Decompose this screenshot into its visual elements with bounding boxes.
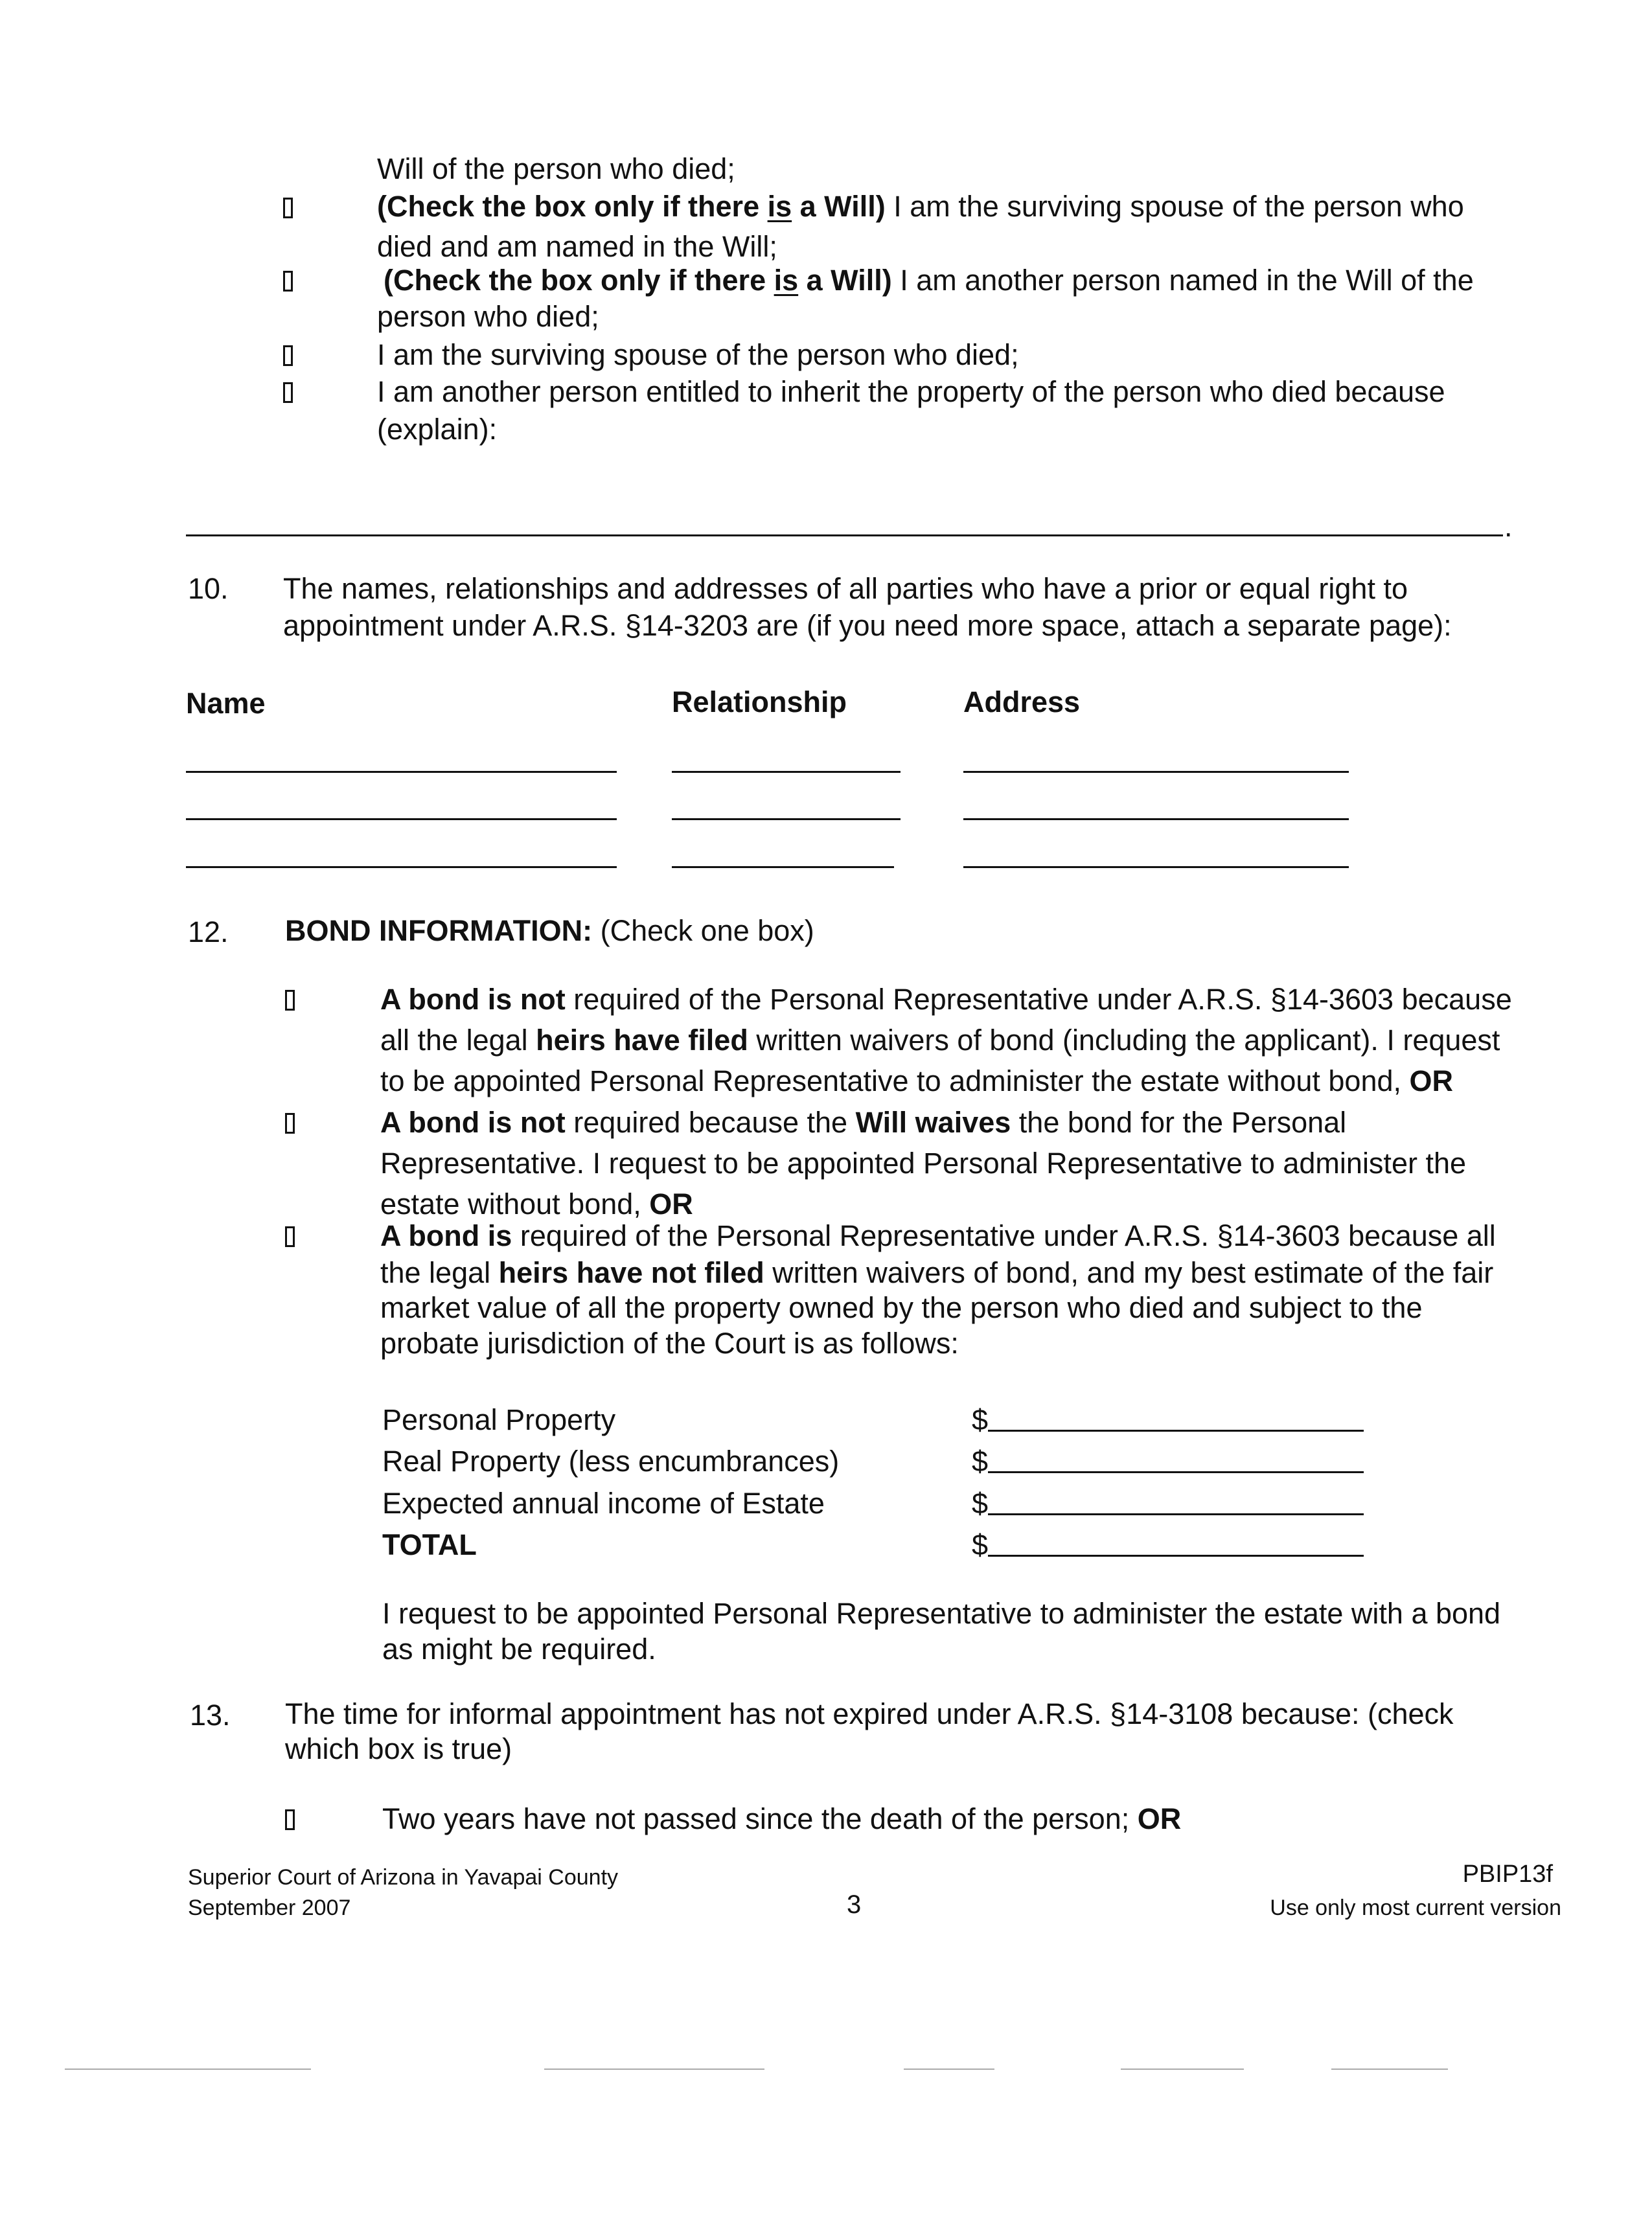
option-text: Two years have not passed since the death of the person;	[382, 1802, 1138, 1835]
dollar-sign: $	[972, 1487, 989, 1520]
option-other-named-in-will	[384, 260, 1474, 301]
or-label: OR	[649, 1187, 693, 1221]
section-10-line1: The names, relationships and addresses of all parties who have a prior or equal right to	[283, 572, 1408, 605]
scan-artifact-line	[904, 2069, 994, 2070]
party-2-address-field[interactable]	[963, 818, 1349, 820]
or-label: OR	[1137, 1802, 1182, 1835]
option-spouse-named-in-will-line2: died and am named in the Will;	[377, 230, 777, 263]
section-13-number: 13.	[190, 1699, 231, 1732]
party-3-relationship-field[interactable]	[672, 866, 894, 868]
bold-prefix: (Check the box only if there	[384, 264, 774, 297]
party-3-name-field[interactable]	[186, 866, 617, 868]
checkbox-surviving-spouse[interactable]	[283, 345, 293, 366]
bond-option-2-line2: Representative. I request to be appointed Personal Representative to administer the	[380, 1147, 1467, 1180]
explain-period: .	[1504, 510, 1513, 543]
real-property-label: Real Property (less encumbrances)	[382, 1445, 840, 1478]
option-text: written waivers of bond (including the applicant). I request	[748, 1024, 1500, 1057]
checkbox-two-years-not-passed[interactable]	[285, 1809, 295, 1830]
section-13-line2: which box is true)	[285, 1732, 512, 1765]
total-label: TOTAL	[382, 1528, 477, 1561]
option-text: required because the	[565, 1106, 856, 1139]
personal-property-field[interactable]	[988, 1430, 1364, 1432]
bold-suffix: a Will)	[792, 190, 886, 223]
version-note: Use only most current version	[1270, 1896, 1561, 1920]
option-text: the bond for the Personal	[1011, 1106, 1347, 1139]
heading-text: (Check one box)	[592, 914, 814, 947]
bond-option-3-line3: market value of all the property owned by the person who died and subject to the	[380, 1291, 1423, 1324]
option-other-heir: I am another person entitled to inherit the property of the person who died because	[377, 375, 1445, 408]
bond-option-3-line1	[380, 1216, 1496, 1256]
checkbox-bond-not-required-heirs-filed[interactable]	[285, 990, 295, 1011]
party-3-address-field[interactable]	[963, 866, 1349, 868]
bond-option-1-line2	[380, 1020, 1500, 1060]
section-13-option-1	[382, 1799, 1181, 1839]
bold-text: heirs have filed	[536, 1024, 748, 1057]
bold-is: is	[774, 264, 799, 297]
column-header-relationship: Relationship	[672, 685, 847, 718]
bold-prefix: (Check the box only if there	[377, 190, 768, 223]
option-text: I am the surviving spouse of the person who	[885, 190, 1464, 223]
bold-text: A bond is not	[380, 1106, 566, 1139]
real-property-field[interactable]	[988, 1471, 1364, 1473]
party-2-name-field[interactable]	[186, 818, 617, 820]
bond-option-3-line2	[380, 1253, 1493, 1293]
bond-option-2-line1	[380, 1103, 1346, 1143]
option-text: required of the Personal Representative under A.R.S. §14-3603 because	[565, 983, 1512, 1016]
page-number: 3	[847, 1890, 862, 1919]
option-text: to be appointed Personal Representative to administer the estate without bond,	[380, 1064, 1410, 1097]
section-10-line2: appointment under A.R.S. §14-3203 are (if you need more space, attach a separate page):	[283, 609, 1452, 642]
section-13-line1: The time for informal appointment has not expired under A.R.S. §14-3108 because: (check	[285, 1697, 1454, 1730]
bold-text: heirs have not filed	[498, 1256, 764, 1289]
party-2-relationship-field[interactable]	[672, 818, 901, 820]
section-12-heading	[285, 911, 814, 951]
scan-artifact-line	[544, 2069, 764, 2070]
checkbox-bond-not-required-will-waives[interactable]	[285, 1113, 295, 1134]
bold-is: is	[767, 190, 792, 223]
annual-income-field[interactable]	[988, 1513, 1364, 1515]
dollar-sign: $	[972, 1445, 989, 1478]
bond-request-line2: as might be required.	[382, 1633, 656, 1666]
section-12-number: 12.	[188, 915, 229, 948]
party-1-relationship-field[interactable]	[672, 771, 901, 773]
personal-property-label: Personal Property	[382, 1403, 616, 1436]
checkbox-other-named-in-will[interactable]	[283, 271, 293, 292]
dollar-sign: $	[972, 1403, 989, 1436]
option-surviving-spouse: I am the surviving spouse of the person who died;	[377, 338, 1019, 371]
checkbox-spouse-named-in-will[interactable]	[283, 198, 293, 218]
option-other-named-in-will-line2: person who died;	[377, 300, 599, 333]
will-line: Will of the person who died;	[377, 152, 735, 185]
party-1-address-field[interactable]	[963, 771, 1349, 773]
bond-request-line1: I request to be appointed Personal Representative to administer the estate with a bond	[382, 1597, 1501, 1630]
scan-artifact-line	[1121, 2069, 1244, 2070]
option-text: I am another person named in the Will of the	[891, 264, 1474, 297]
explain-field[interactable]	[186, 534, 1503, 536]
bond-option-3-line4: probate jurisdiction of the Court is as follows:	[380, 1327, 959, 1360]
bold-suffix: a Will)	[798, 264, 892, 297]
column-header-address: Address	[963, 685, 1081, 718]
or-label: OR	[1409, 1064, 1454, 1097]
option-text: required of the Personal Representative under A.R.S. §14-3603 because all	[512, 1219, 1496, 1252]
option-other-heir-line2: (explain):	[377, 413, 498, 446]
section-10-number: 10.	[188, 572, 229, 605]
bond-option-1-line3	[380, 1061, 1453, 1101]
option-text: written waivers of bond, and my best estimate of the fair	[764, 1256, 1494, 1289]
annual-income-label: Expected annual income of Estate	[382, 1487, 825, 1520]
footer-court: Superior Court of Arizona in Yavapai County	[188, 1865, 619, 1890]
scan-artifact-line	[1331, 2069, 1448, 2070]
checkbox-bond-required[interactable]	[285, 1226, 295, 1247]
total-field[interactable]	[988, 1555, 1364, 1557]
bold-text: A bond is	[380, 1219, 512, 1252]
bond-option-1-line1	[380, 980, 1512, 1020]
option-spouse-named-in-will	[377, 187, 1464, 227]
dollar-sign: $	[972, 1528, 989, 1561]
option-text: the legal	[380, 1256, 499, 1289]
checkbox-other-heir[interactable]	[283, 382, 293, 403]
heading-bold: BOND INFORMATION:	[285, 914, 593, 947]
bold-text: Will waives	[855, 1106, 1011, 1139]
option-text: estate without bond,	[380, 1187, 650, 1221]
bold-text: A bond is not	[380, 983, 566, 1016]
footer-date: September 2007	[188, 1896, 351, 1920]
party-1-name-field[interactable]	[186, 771, 617, 773]
form-id: PBIP13f	[1462, 1861, 1553, 1888]
scan-artifact-line	[65, 2069, 311, 2070]
option-text: all the legal	[380, 1024, 536, 1057]
column-header-name: Name	[186, 687, 266, 720]
